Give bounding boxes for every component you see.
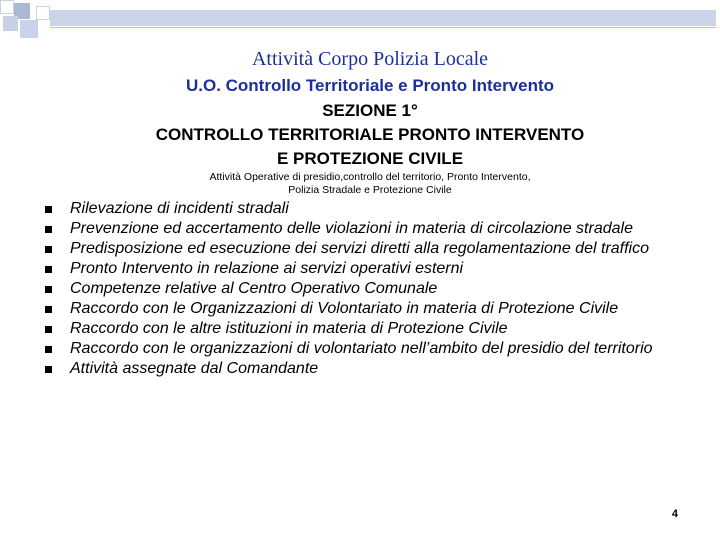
header-bar xyxy=(50,10,716,26)
list-item xyxy=(42,241,692,257)
list-item xyxy=(42,201,692,217)
section-line: SEZIONE 1° xyxy=(322,101,418,120)
list-item xyxy=(42,281,692,297)
list-item-text: Prevenzione ed accertamento delle violazioni in materia di circolazione stradale xyxy=(70,220,633,237)
list-item-text: Competenze relative al Centro Operativo Comunale xyxy=(70,280,438,297)
bullet-square-icon xyxy=(45,286,52,293)
list-item-text: Raccordo con le Organizzazioni di Volontariato in materia di Protezione Civile xyxy=(70,300,619,317)
list-item-text: Attività assegnate dal Comandante xyxy=(70,360,319,377)
activity-line: Polizia Stradale e Protezione Civile xyxy=(288,184,452,196)
section-heading xyxy=(0,99,720,171)
header-divider xyxy=(50,27,716,28)
page-number: 4 xyxy=(671,508,678,520)
bullet-square-icon xyxy=(45,346,52,353)
corner-square-decoration xyxy=(3,16,18,31)
corner-square-decoration xyxy=(36,6,50,20)
list-item-text: Rilevazione di incidenti stradali xyxy=(70,200,289,217)
bullet-square-icon xyxy=(45,326,52,333)
list-item-text: Raccordo con le altre istituzioni in materia di Protezione Civile xyxy=(70,320,508,337)
activity-line: Attività Operative di presidio,controllo del territorio, Pronto Intervento, xyxy=(209,171,531,183)
activity-list xyxy=(42,201,692,381)
corner-square-decoration xyxy=(20,20,38,38)
slide-title: Attività Corpo Polizia Locale xyxy=(251,48,489,70)
list-item xyxy=(42,261,692,277)
activity-description xyxy=(0,171,720,197)
bullet-square-icon xyxy=(45,246,52,253)
section-line: E PROTEZIONE CIVILE xyxy=(276,149,464,168)
list-item xyxy=(42,341,692,357)
list-item xyxy=(42,361,692,377)
bullet-square-icon xyxy=(45,206,52,213)
bullet-square-icon xyxy=(45,266,52,273)
list-item-text: Pronto Intervento in relazione ai servizi operativi esterni xyxy=(70,260,464,277)
list-item xyxy=(42,301,692,317)
corner-square-decoration xyxy=(0,0,14,14)
list-item xyxy=(42,221,692,237)
slide-subtitle: U.O. Controllo Territoriale e Pronto Intervento xyxy=(185,76,555,95)
bullet-square-icon xyxy=(45,306,52,313)
list-item-text: Predisposizione ed esecuzione dei servizi diretti alla regolamentazione del traffico xyxy=(70,240,649,257)
section-line: CONTROLLO TERRITORIALE PRONTO INTERVENTO xyxy=(155,125,585,144)
bullet-square-icon xyxy=(45,226,52,233)
list-item-text: Raccordo con le organizzazioni di volontariato nell’ambito del presidio del territorio xyxy=(70,340,653,357)
list-item xyxy=(42,321,692,337)
bullet-square-icon xyxy=(45,366,52,373)
